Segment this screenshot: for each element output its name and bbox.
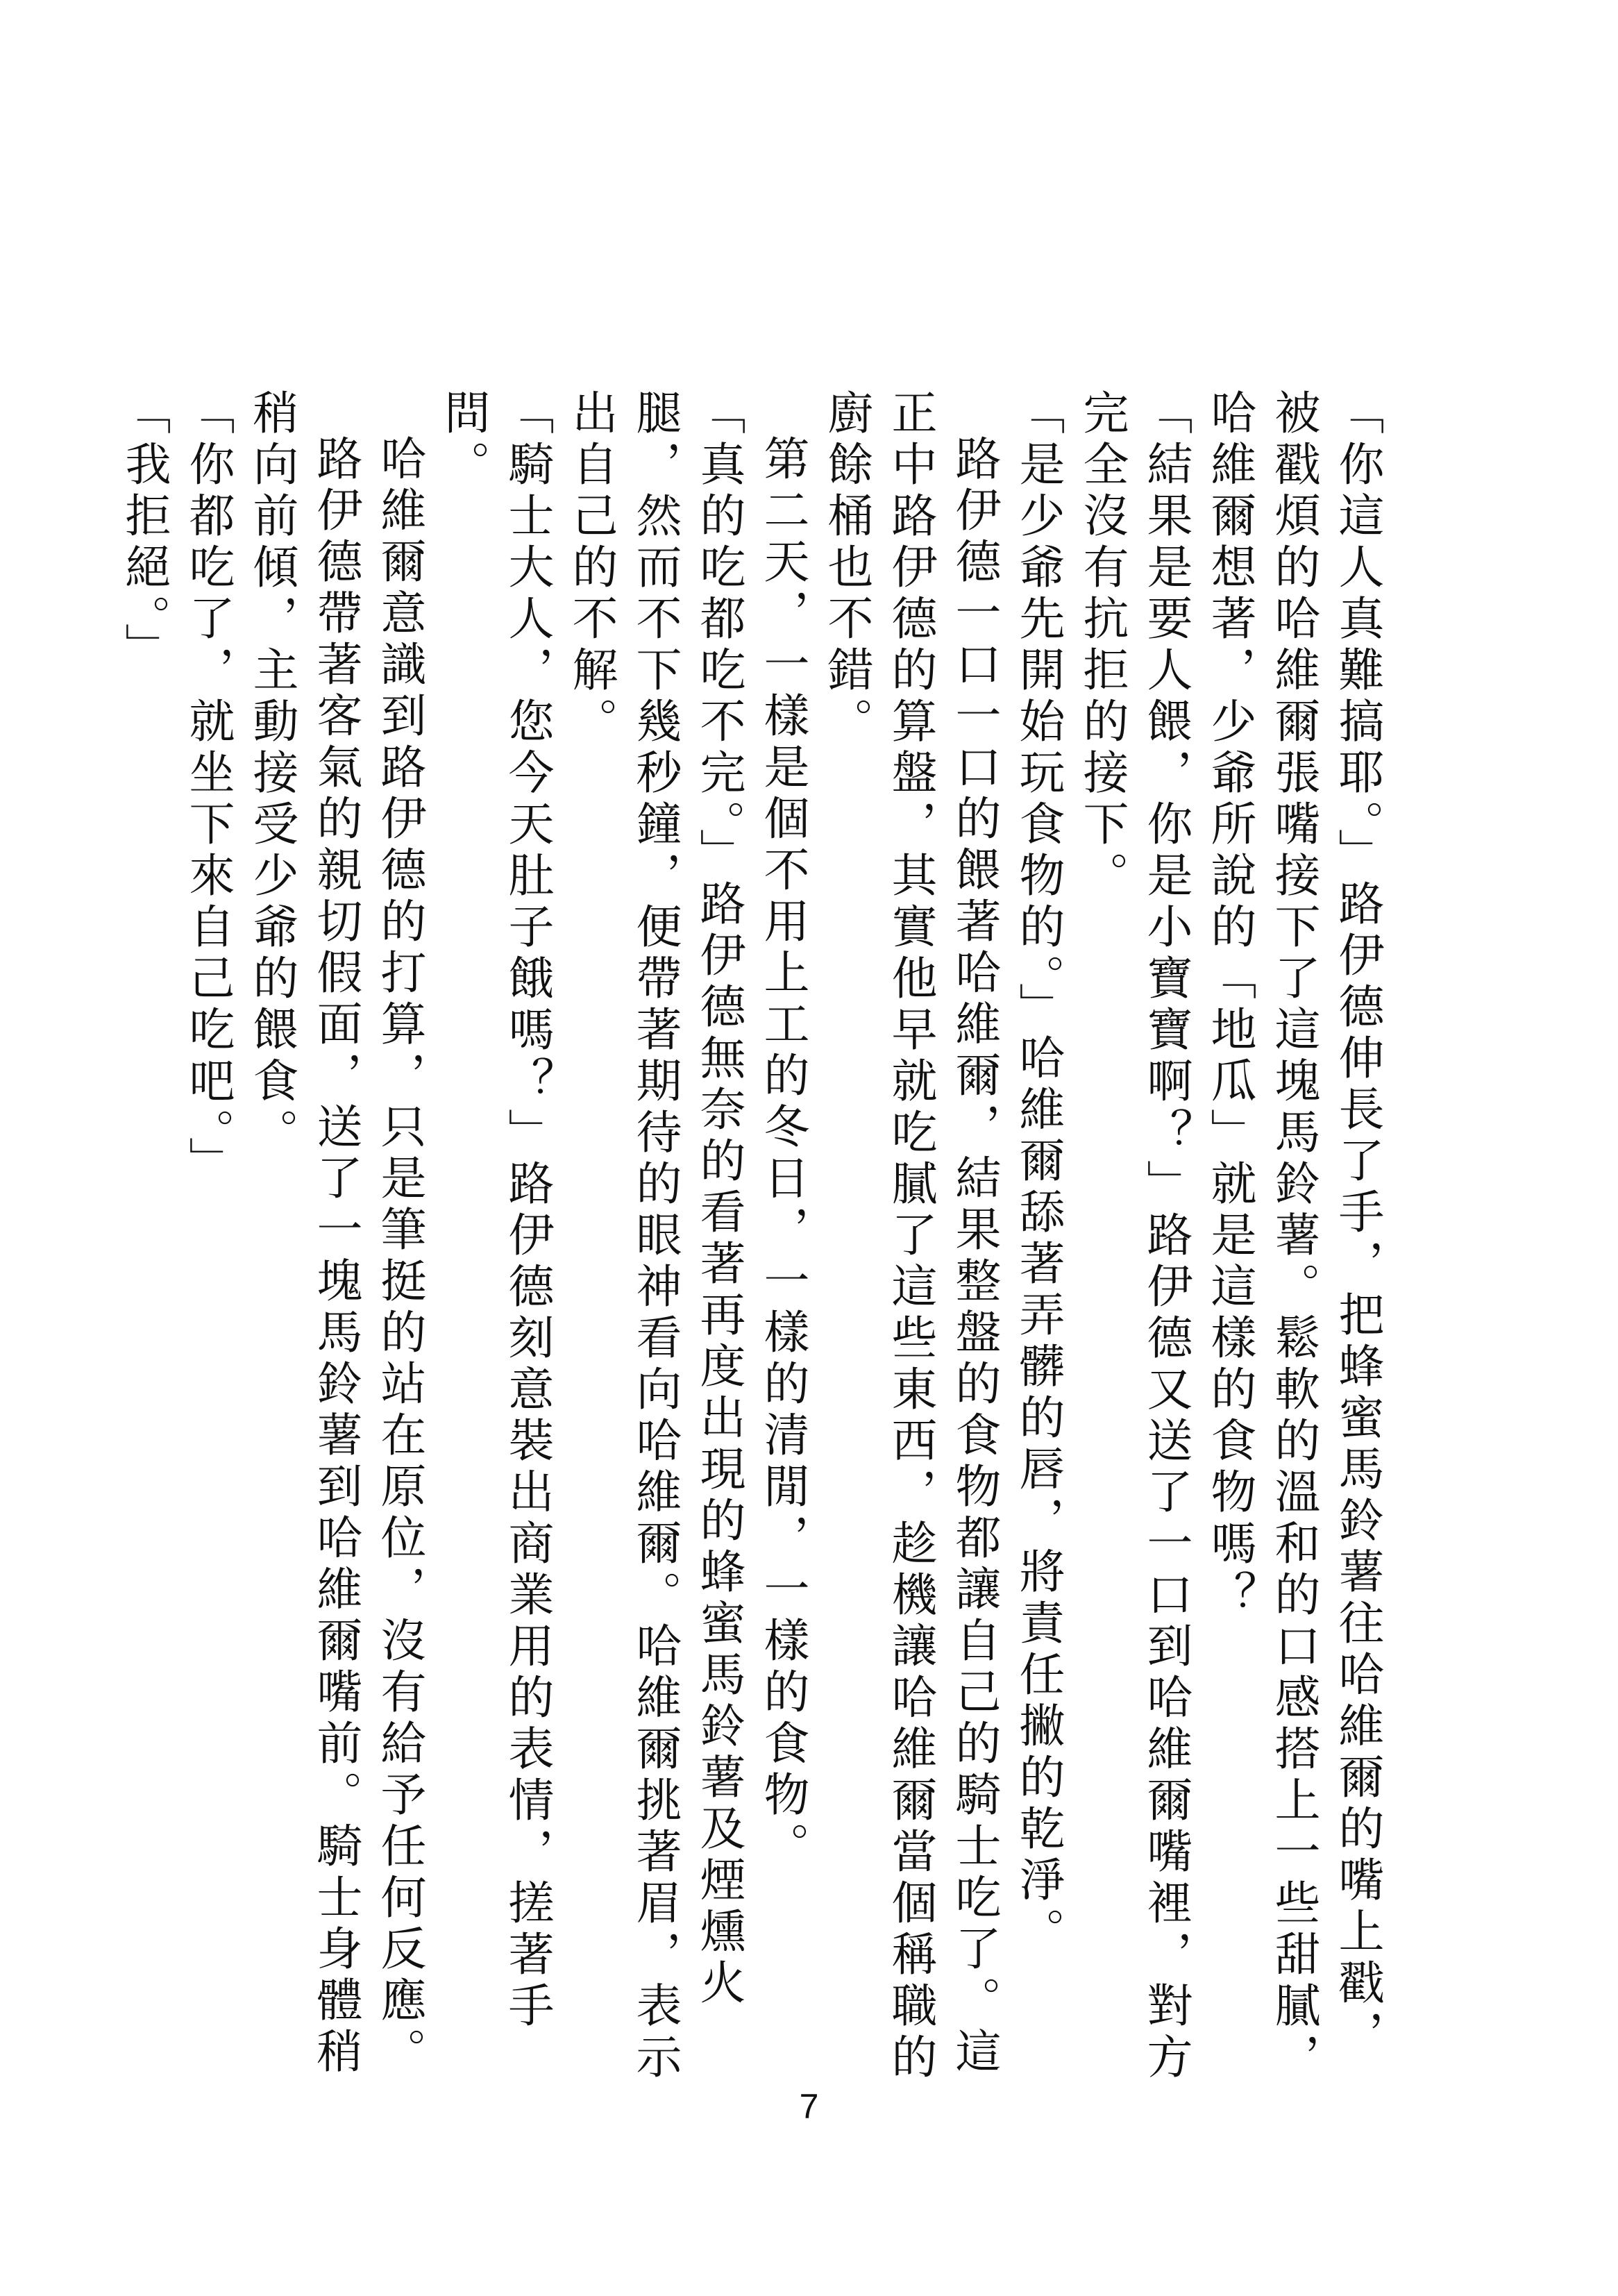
page-number: 7: [799, 2087, 819, 2126]
paragraph-5: 第二天，一樣是個不用上工的冬日，一樣的清閒，一樣的食物。: [756, 435, 809, 1873]
paragraph-9: 路伊德帶著客氣的親切假面，送了一塊馬鈴薯到哈維爾嘴前。騎士身體稍稍向前傾，主動接受少爺的餵食。: [245, 389, 362, 2079]
paragraph-3: 「是少爺先開始玩食物的。」哈維爾舔著弄髒的唇，將責任撇的乾淨。: [1011, 389, 1065, 1959]
paragraph-4: 路伊德一口一口的餵著哈維爾，結果整盤的食物都讓自己的騎士吃了。這正中路伊德的算盤，其實他早就吃膩了這些東西，趁機讓哈維爾當個稱職的廚餘桶也不錯。: [820, 389, 1001, 2084]
paragraph-8: 哈維爾意識到路伊德的打算，只是筆挺的站在原位，沒有給予任何反應。: [373, 435, 426, 2079]
paragraph-11: 「我拒絕。」: [117, 389, 171, 674]
paragraph-10: 「你都吃了，就坐下來自己吃吧。」: [181, 389, 235, 1188]
paragraph-7: 「騎士大人，您今天肚子餓嗎？」路伊德刻意裝出商業用的表情，搓著手問。: [437, 389, 554, 2033]
paragraph-6: 「真的吃都吃不完。」路伊德無奈的看著再度出現的蜂蜜馬鈴薯及煙燻火腿，然而不下幾秒鐘，便帶著期待的眼神看向哈維爾。哈維爾挑著眉，表示出自己的不解。: [564, 389, 745, 2084]
paragraph-2: 「結果是要人餵，你是小寶寶啊？」路伊德又送了一口到哈維爾嘴裡，對方完全沒有抗拒的接下。: [1075, 389, 1193, 2084]
paragraph-1: 「你這人真難搞耶。」路伊德伸長了手，把蜂蜜馬鈴薯往哈維爾的嘴上戳，被戳煩的哈維爾張嘴接下了這塊馬鈴薯。鬆軟的溫和的口感搭上一些甜膩，哈維爾想著，少爺所說的「地瓜」就是這樣的食物嗎？: [1203, 389, 1384, 2084]
body-text: [112, 389, 1389, 2090]
